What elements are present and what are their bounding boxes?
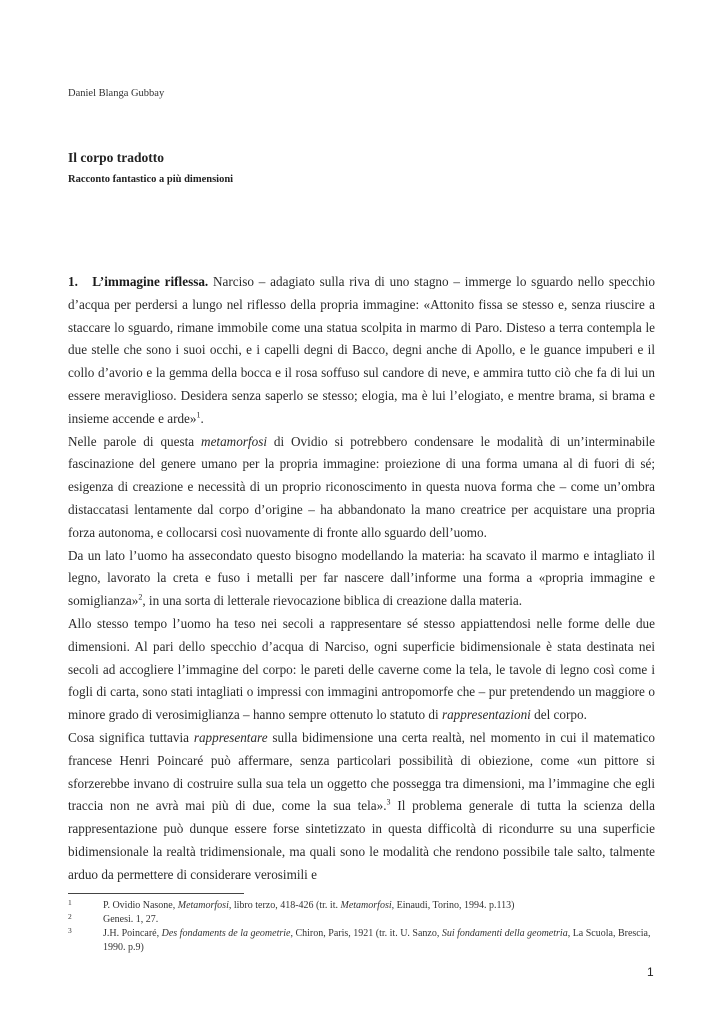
paragraph-text: , in una sorta di letterale rievocazione biblica di creazione dalla materia.: [142, 593, 523, 609]
emphasis-text: metamorfosi: [201, 433, 267, 449]
footnote-number: 3: [68, 926, 72, 935]
document-title: Il corpo tradotto: [68, 150, 164, 165]
footnote-emphasis: Metamorfosi: [177, 900, 229, 911]
footnotes: [68, 899, 658, 955]
footnote-text: , La Scuola, Brescia, 1990. p.9): [103, 928, 651, 953]
footnote-emphasis: Metamorfosi,: [340, 900, 395, 911]
footnote-text: P. Ovidio Nasone,: [103, 900, 178, 911]
body-text: [68, 271, 655, 887]
author-name: Daniel Blanga Gubbay: [68, 88, 165, 99]
paragraph-text: Il problema generale di tutta la scienza della rappresentazione può dunque essere forse sintetizzato in questa difficoltà di ricondurre su una superficie bidimensionale la realtà tridimensionale, ma quali sono le modalità che rendono possibile tale salto, talmente arduo da permettere di considerare verosimili e: [68, 798, 655, 882]
footnote-text: , libro terzo, 418-426 (tr. it.: [228, 900, 341, 911]
page-number: 1: [647, 965, 654, 979]
paragraph-text: Allo stesso tempo l’uomo ha teso nei secoli a rappresentare sé stesso appiattendosi nelle forme delle due dimensioni. Al pari dello specchio d’acqua di Narciso, ogni superficie bidimensionale è stata destinata nei secoli ad accogliere l’immagine del corpo: le pareti delle caverne come la tela, le tavole di legno così come i fogli di carta, sono stati intagliati o impressi con immagini antropomorfe che – pur pretendendo un maggiore o minore grado di verosimiglianza – hanno sempre ottenuto lo statuto di: [68, 615, 655, 723]
footnote-text: J.H. Poincaré,: [103, 928, 162, 939]
paragraph-text: Nelle parole di questa: [68, 433, 202, 449]
paragraph-4: [68, 613, 655, 727]
section-title: L’immagine riflessa.: [92, 274, 209, 289]
paragraph-text: del corpo.: [530, 707, 587, 723]
footnote-ref-1: 1: [196, 410, 201, 420]
paragraph-text: di Ovidio si potrebbero condensare le modalità di un’interminabile fascinazione del genere umano per la propria immagine: proiezione di una forma umana al di fuori di sé; esigenza di creazione e necessità di un proprio riconoscimento in questa nuova forma che – come un’ombra distaccatasi lentamente dal corpo d’origine – ha abbandonato la mano creatrice per acquistare una propria forza autonoma, e collocarsi così nuovamente di fronte allo sguardo dell’uomo.: [68, 433, 655, 540]
paragraph-text: Cosa significa tuttavia: [68, 729, 194, 745]
paragraph-2: [68, 431, 655, 545]
footnote-3: [68, 927, 658, 955]
paragraph-1: [68, 271, 655, 431]
footnote-ref-3: 3: [386, 797, 391, 807]
footnote-ref-2: 2: [138, 592, 143, 602]
paragraph-text: .: [200, 410, 204, 426]
emphasis-text: rappresentare: [193, 729, 268, 745]
footnote-number: 1: [68, 898, 72, 907]
emphasis-text: rappresentazioni: [441, 707, 531, 723]
footnote-number: 2: [68, 912, 72, 921]
paragraph-5: [68, 727, 655, 887]
footnote-text: , Chiron, Paris, 1921 (tr. it. U. Sanzo,: [290, 928, 442, 939]
footnote-divider: [68, 893, 244, 894]
footnote-1: [68, 899, 658, 913]
section-number: 1.: [68, 274, 78, 289]
footnote-text: Einaudi, Torino, 1994. p.113): [394, 900, 515, 911]
paragraph-3: [68, 545, 655, 613]
footnote-emphasis: Des fondaments de la geometrie: [161, 928, 291, 939]
document-subtitle: Racconto fantastico a più dimensioni: [68, 174, 234, 185]
footnote-text: Genesi. 1, 27.: [103, 914, 159, 925]
paragraph-text: Da un lato l’uomo ha assecondato questo bisogno modellando la materia: ha scavato il marmo e intagliato il legno, lavorato la creta e fuso i metalli per far nascere dall’informe una forma a «propria immagine e somiglianza»: [68, 547, 655, 609]
footnote-emphasis: Sui fondamenti della geometria: [441, 928, 568, 939]
paragraph-text: Narciso – adagiato sulla riva di uno stagno – immerge lo sguardo nello specchio d’acqua per perdersi a lungo nel riflesso della propria immagine: «Attonito fissa se stesso e, senza riuscire a staccare lo sguardo, rimane immobile come una statua scolpita in marmo di Paro. Disteso a terra contempla le due stelle che sono i suoi occhi, e i capelli degni di Bacco, degni anche di Apollo, e le guance impuberi e il collo d’avorio e la gemma della bocca e il rosa soffuso sul candore di neve, e ammira tutto ciò che fa di lui un essere meraviglioso. Desidera senza saperlo se stesso; elogia, ma è lui l’elogiato, e mentre brama, si brama e insieme accende e arde»: [68, 274, 655, 426]
footnote-2: [68, 913, 658, 927]
paragraph-text: sulla bidimensione una certa realtà, nel momento in cui il matematico francese Henri Poincaré può affermare, senza particolari possibilità di obiezione, come «un pittore si sforzerebbe invano di costruire sulla sua tela un oggetto che possegga tra dimensioni, ma l’immagine che egli traccia non ne avrà mai più di due, come la sua tela».: [68, 729, 655, 814]
